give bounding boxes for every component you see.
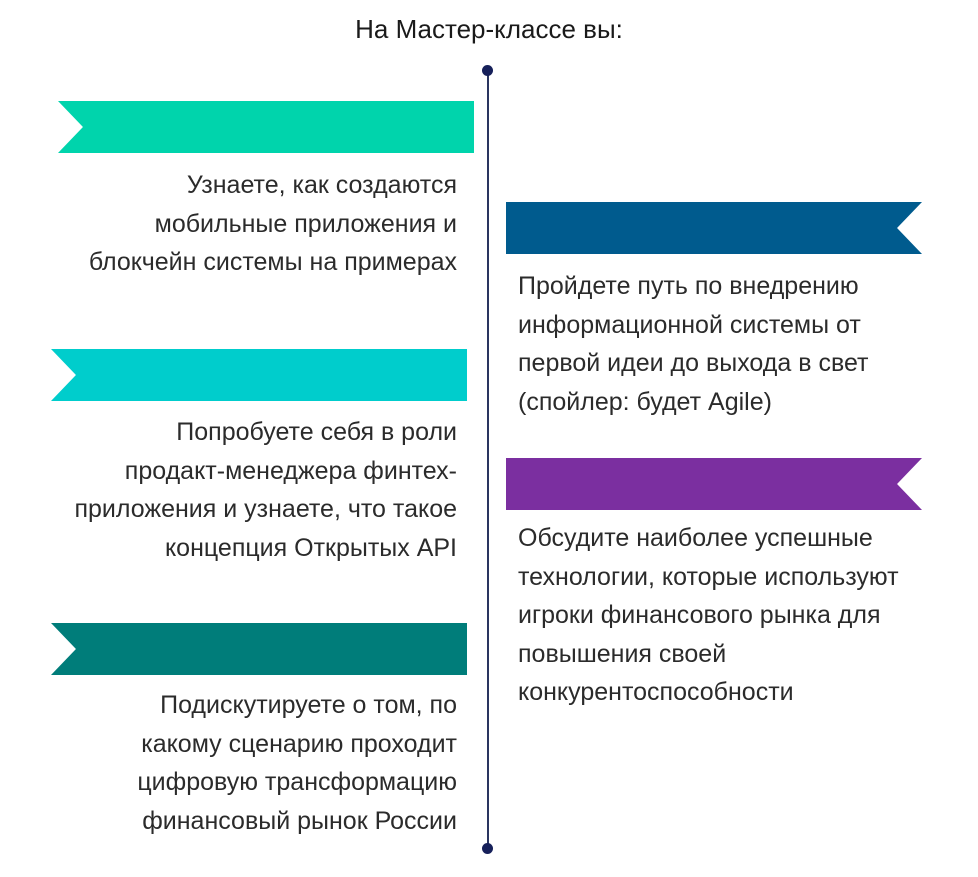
timeline-start-dot — [482, 65, 493, 76]
timeline-line — [487, 71, 489, 848]
banner-item-3 — [51, 349, 467, 401]
timeline-end-dot — [482, 843, 493, 854]
item-3-text: Попробуете себя в роли продакт-менеджера финтех- приложения и узнаете, что такое концепция Открытых API — [74, 418, 457, 562]
item-4-text: Обсудите наиболее успешные технологии, которые используют игроки финансового рынка для повышения своей конкурентоспособности — [518, 524, 899, 706]
banner-item-5 — [51, 623, 467, 675]
item-5-text: Подискутируете о том, по какому сценарию проходит цифровую трансформацию финансовый рынок России — [137, 691, 457, 835]
banner-item-4 — [506, 458, 922, 510]
item-2-text: Пройдете путь по внедрению информационной системы от первой идеи до выхода в свет (спойлер: будет Agile) — [518, 272, 869, 416]
banner-item-1 — [58, 101, 474, 153]
page-title: На Мастер-классе вы: — [355, 14, 623, 44]
banner-item-2 — [506, 202, 922, 254]
item-1-text: Узнаете, как создаются мобильные приложения и блокчейн системы на примерах — [88, 171, 457, 276]
